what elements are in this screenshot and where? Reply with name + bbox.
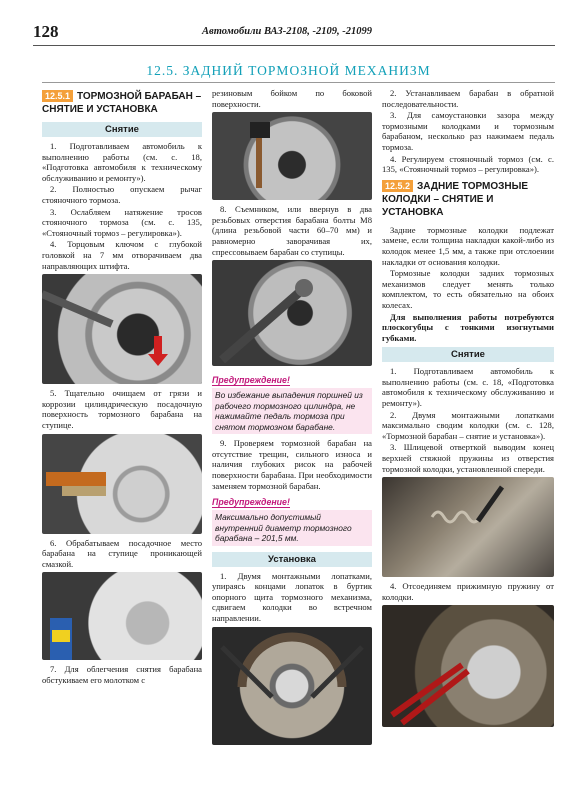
warning-text: Во избежание выпадения поршней из рабочего тормозного цилиндра, не нажимайте педаль тормоза при снятом тормозном барабане. [212, 388, 372, 434]
step-text: 4. Отсоединяем прижимную пружину от колодки. [382, 581, 554, 602]
step-text: 1. Двумя монтажными лопатками, упираясь концами лопаток в буртик опорного щита тормозного механизма, сдвигаем колодки во встречном направлении. [212, 570, 372, 623]
step-text: 3. Шлицевой отверткой выводим конец верхней стяжной пружины из отверстия тормозной колодки, установленной спереди. [382, 442, 554, 474]
subsection-badge: 12.5.1 [42, 90, 73, 102]
install-bar: Установка [212, 552, 372, 567]
removal-bar: Снятие [382, 347, 554, 362]
step-text: 7. Для облегчения снятия барабана обстукиваем его молотком с [42, 664, 202, 685]
hammer-icon [212, 112, 372, 200]
warning-text: Максимально допустимый внутренний диаметр тормозного барабана – 201,5 мм. [212, 510, 372, 546]
wire-brush-icon [42, 434, 202, 534]
photo-screwdriver-spring [382, 477, 554, 577]
spring-icon [382, 477, 554, 577]
step-text: 3. Для самоустановки зазора между тормозными колодками и тормозным барабаном, несколько раз нажимаем педаль тормоза. [382, 110, 554, 152]
warning-title: Предупреждение! [212, 375, 290, 386]
step-text: резиновым бойком по боковой поверхности. [212, 88, 372, 109]
step-text: 1. Подготавливаем автомобиль к выполнению работы (см. с. 18, «Подготовка автомобиля к техническому обслуживанию и ремонту»). [382, 366, 554, 409]
ratchet-wrench-icon [212, 260, 372, 366]
column-2 [212, 88, 372, 749]
photo-drum-wrench [42, 274, 202, 384]
wrench-arrow-icon [42, 274, 202, 384]
step-text: 4. Торцовым ключом с глубокой головкой на 7 мм отворачиваем два направляющих штифта. [42, 239, 202, 271]
removal-bar: Снятие [42, 122, 202, 137]
step-text: 3. Ослабляем натяжение тросов стояночного тормоза (см. с. 135, «Стояночный тормоз – регулировка»). [42, 206, 202, 238]
body-text-bold: Для выполнения работы потребуются плоскогубцы с тонкими изогнутыми губками. [382, 311, 554, 343]
photo-hammer [212, 112, 372, 200]
column-1 [42, 88, 202, 686]
section-rule [42, 82, 555, 83]
section-title: 12.5. ЗАДНИЙ ТОРМОЗНОЙ МЕХАНИЗМ [146, 63, 431, 78]
photo-pliers-spring [382, 605, 554, 727]
photo-spray-lubricant [42, 572, 202, 660]
brake-shoe-icon [212, 627, 372, 745]
warning-title: Предупреждение! [212, 497, 290, 508]
subsection-title: ЗАДНИЕ ТОРМОЗНЫЕ КОЛОДКИ – СНЯТИЕ И УСТАНОВКА [382, 180, 529, 218]
step-text: 8. Съемником, или ввернув в два резьбовых отверстия барабана болты М8 (длина резьбовой части 60–70 мм) и равномерно заворачивая их, спрессовываем барабан со ступицы. [212, 204, 372, 257]
header-rule [33, 45, 555, 46]
photo-puller-bolts [212, 260, 372, 366]
page-number: 128 [33, 22, 59, 41]
subsection-heading-1 [42, 90, 202, 116]
body-text: Тормозные колодки задних тормозных механизмов следует менять только комплектом, то есть обязательно на обоих колесах. [382, 268, 554, 310]
pliers-icon [382, 605, 554, 727]
page-header [0, 0, 577, 58]
column-3 [382, 88, 554, 731]
subsection-title: ТОРМОЗНОЙ БАРАБАН – СНЯТИЕ И УСТАНОВКА [42, 91, 202, 115]
photo-wire-brush [42, 434, 202, 534]
body-text: Задние тормозные колодки подлежат замене, если толщина накладки какой-либо из колодок менее 1,5 мм, а также при отслоении накладки от основания колодки. [382, 224, 554, 267]
subsection-heading-2 [382, 180, 554, 219]
step-text: 6. Обрабатываем посадочное место барабана на ступице проникающей смазкой. [42, 537, 202, 569]
step-text: 9. Проверяем тормозной барабан на отсутствие трещин, сильного износа и наличия глубоких рисок на рабочей поверхности барабана. При необходимости заменяем тормозной барабан. [212, 438, 372, 491]
step-text: 4. Регулируем стояночный тормоз (см. с. 135, «Стояночный тормоз – регулировка»). [382, 153, 554, 175]
photo-brake-shoes [212, 627, 372, 745]
running-title: Автомобили ВАЗ-2108, -2109, -21099 [202, 26, 372, 37]
spray-can-icon [42, 572, 202, 660]
step-text: 5. Тщательно очищаем от грязи и коррозии цилиндрическую посадочную поверхность тормозного барабана на ступице. [42, 388, 202, 430]
subsection-badge: 12.5.2 [382, 180, 413, 192]
step-text: 1. Подготавливаем автомобиль к выполнению работы (см. с. 18, «Подготовка автомобиля к техническому обслуживанию и ремонту»). [42, 141, 202, 183]
step-text: 2. Полностью опускаем рычаг стояночного тормоза. [42, 184, 202, 205]
step-text: 2. Двумя монтажными лопатками максимально сводим колодки (см. с. 128, «Тормозной барабан – снятие и установка»). [382, 409, 554, 441]
step-text: 2. Устанавливаем барабан в обратной последовательности. [382, 88, 554, 109]
